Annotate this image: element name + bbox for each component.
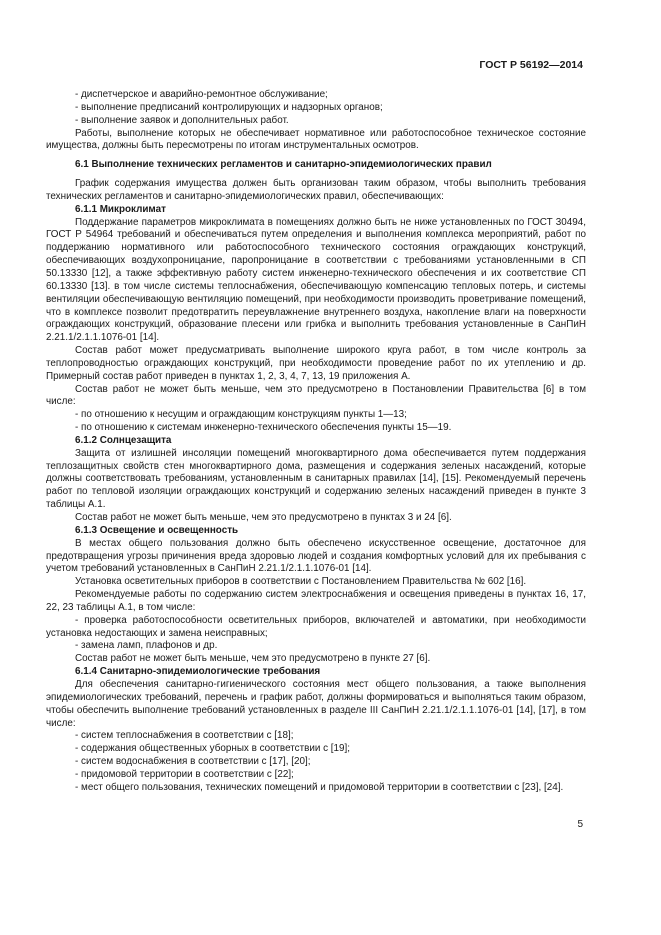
document-header: ГОСТ Р 56192—2014 <box>479 59 583 71</box>
paragraph: Для обеспечения санитарно-гигиенического состояния мест общего пользования, а также выполнения эпидемиологических требований, перечень и график работ, должны формироваться и выполняться таким образом, чтобы обеспечить выполнение требований установленных в разделе III СанПиН 2.21.1/2.1.1.1076-01 [14], [17], в том числе: <box>46 678 586 729</box>
list-item: - содержания общественных уборных в соответствии с [19]; <box>75 743 351 755</box>
list-item: - по отношению к системам инженерно-технического обеспечения пункты 15—19. <box>75 422 452 434</box>
list-item: - выполнение предписаний контролирующих и надзорных органов; <box>75 101 383 113</box>
paragraph: Рекомендуемые работы по содержанию систем электроснабжения и освещения приведены в пунктах 16, 17, 22, 23 таблицы А.1, в том числе: <box>46 589 586 613</box>
list-item: - мест общего пользования, технических помещений и придомовой территории в соответствии с [23], [24]. <box>75 781 564 793</box>
paragraph: Работы, выполнение которых не обеспечивает нормативное или работоспособное техническое состояние имущества, должны быть пересмотрены по итогам инструментальных осмотров. <box>46 127 586 152</box>
subsection-title: 6.1.3 Освещение и освещенность <box>75 524 239 536</box>
list-item: - по отношению к несущим и ограждающим конструкциям пункты 1—13; <box>75 409 407 421</box>
paragraph: Защита от излишней инсоляции помещений многоквартирного дома обеспечивается путем поддержания теплозащитных свойств стен многоквартирного дома, размещения и содержания зеленых насаждений, которые должны соответствовать требованиям, установленным в санитарных правилах [14], [15]. Рекомендуемый перечень работ по тепловой изоляции ограждающих конструкций и содержанию зеленых насаждений приведен в пункте 3 таблицы А.1. <box>46 447 586 511</box>
list-item: - диспетчерское и аварийно-ремонтное обслуживание; <box>75 89 328 100</box>
paragraph: В местах общего пользования должно быть обеспечено искусственное освещение, достаточное для предотвращения угрозы причинения вреда здоровью людей и создания комфортных условий для их пребывания с учетом требований установленных в СанПиН 2.21.1/2.1.1.1076-01 [14]. <box>46 537 586 575</box>
paragraph: Состав работ не может быть меньше, чем это предусмотрено в пункте 27 [6]. <box>75 653 431 665</box>
section-title: 6.1 Выполнение технических регламентов и санитарно-эпидемиологических правил <box>75 159 492 171</box>
paragraph: График содержания имущества должен быть организован таким образом, чтобы выполнить требования технических регламентов и санитарно-эпидемиологических правил, обеспечивающих: <box>46 178 586 202</box>
page-number: 5 <box>577 819 583 830</box>
list-item: - выполнение заявок и дополнительных работ. <box>75 114 289 126</box>
paragraph: Поддержание параметров микроклимата в помещениях должно быть не ниже установленных по ГОСТ 30494, ГОСТ Р 54964 требований и обеспечиваться путем определения и выполнения комплекса мероприятий, работ по поддержанию нормативного или работоспособного технического состояния ограждающих конструкций, обеспечивающих воздухопроницание, паропроницание в соответствии с требованиями установленными в СП 50.13330 [12], а также эффективную работу систем инженерно-технического обеспечения и их соответствие СП 60.13330 [13]. в том числе системы теплоснабжения, обеспечивающую компенсацию тепловых потерь, и системы вентиляции обеспечивающую вентиляцию помещений, при необходимости производить проветривание помещений, что в комплексе позволит предотвратить переувлажнение внутреннего воздуха, накопление влаги на поверхности ограждающих конструкций, образование плесени или грибка и выполнить требования установленные в СанПиН 2.21.1/2.1.1.1076-01 [14]. <box>46 216 586 344</box>
list-item: - придомовой территории в соответствии с [22]; <box>75 768 294 780</box>
paragraph: Состав работ не может быть меньше, чем это предусмотрено в пунктах 3 и 24 [6]. <box>75 512 452 523</box>
list-item: - систем водоснабжения в соответствии с [17], [20]; <box>75 756 311 768</box>
list-item: - проверка работоспособности осветительных приборов, включателей и автоматики, при необходимости установка недостающих и замена неисправных; <box>46 614 586 639</box>
page-content <box>46 89 586 795</box>
paragraph: Установка осветительных приборов в соответствии с Постановлением Правительства № 602 [16]. <box>75 576 527 588</box>
subsection-title: 6.1.4 Санитарно-эпидемиологические требования <box>75 666 321 678</box>
subsection-title: 6.1.2 Солнцезащита <box>75 434 172 446</box>
paragraph: Состав работ не может быть меньше, чем это предусмотрено в Постановлении Правительства [6] в том числе: <box>46 383 586 408</box>
list-item: - систем теплоснабжения в соответствии с [18]; <box>75 730 294 742</box>
list-item: - замена ламп, плафонов и др. <box>75 640 218 652</box>
subsection-title: 6.1.1 Микроклимат <box>75 203 166 215</box>
paragraph: Состав работ может предусматривать выполнение широкого круга работ, в том числе контроль за теплопроводностью ограждающих конструкций, при необходимости проведение работ по их утеплению и др. Примерный состав работ приведен в пунктах 1, 2, 3, 4, 7, 13, 19 приложения А. <box>46 345 586 382</box>
